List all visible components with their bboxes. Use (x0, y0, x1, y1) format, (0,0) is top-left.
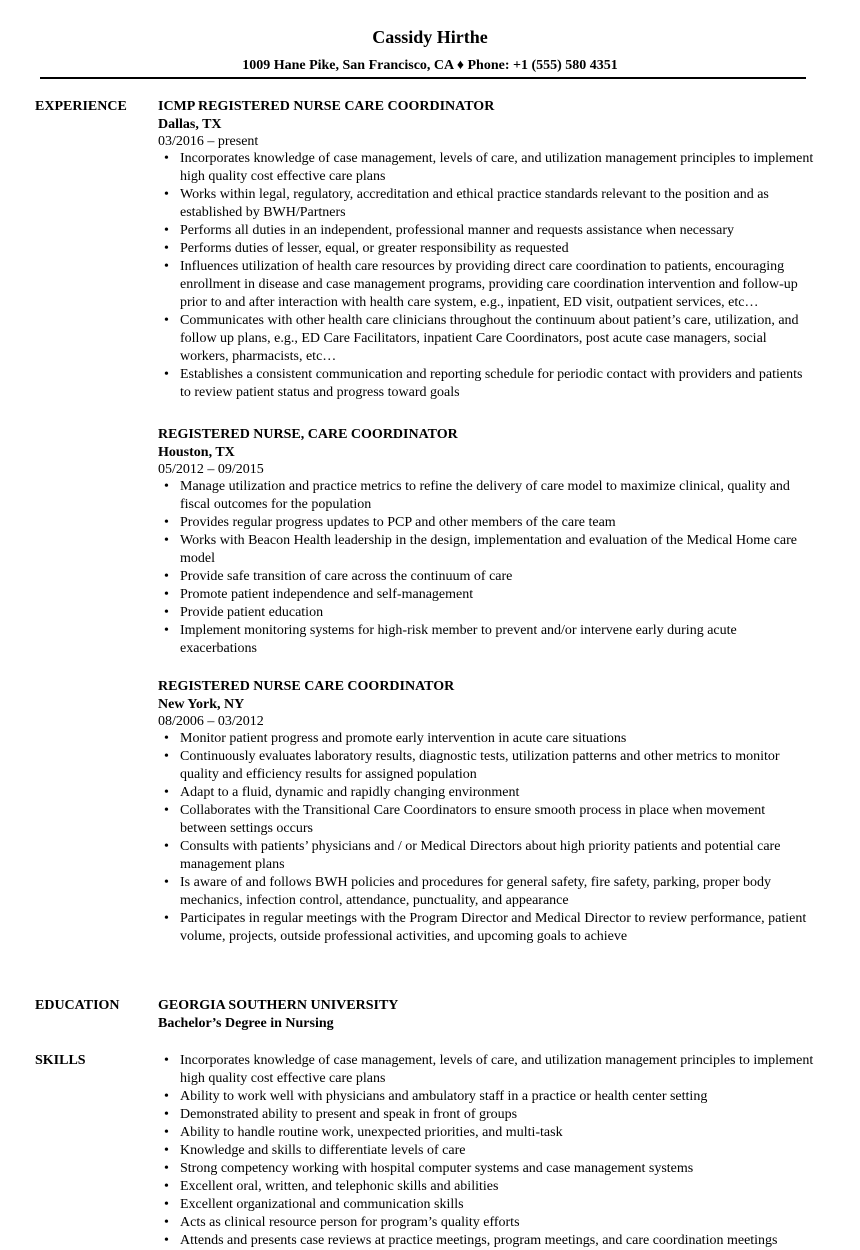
bullet-item (158, 730, 814, 748)
school-name: GEORGIA SOUTHERN UNIVERSITY (158, 998, 399, 1013)
bullet-icon: • (164, 749, 169, 764)
bullet-item (158, 604, 814, 622)
bullet-item (158, 514, 814, 532)
skill-item (158, 1232, 814, 1250)
bullet-text: Implement monitoring systems for high-risk member to prevent and/or intervene early during acute exacerbations (180, 623, 737, 656)
job-dates: 03/2016 – present (158, 134, 259, 149)
job-entry (158, 98, 814, 402)
bullet-icon: • (164, 785, 169, 800)
skill-text: Ability to handle routine work, unexpected priorities, and multi-task (180, 1125, 563, 1140)
skill-text: Demonstrated ability to present and speak in front of groups (180, 1107, 518, 1122)
bullet-item (158, 802, 814, 838)
skill-item (158, 1052, 814, 1088)
job-entry (158, 426, 814, 658)
bullet-text: Promote patient independence and self-management (180, 587, 474, 602)
bullet-item (158, 186, 814, 222)
skill-text: Excellent oral, written, and telephonic skills and abilities (180, 1179, 499, 1194)
bullet-icon: • (164, 241, 169, 256)
bullet-icon: • (164, 533, 169, 548)
bullet-icon: • (164, 1089, 169, 1104)
bullet-item (158, 784, 814, 802)
bullet-icon: • (164, 839, 169, 854)
job-location: Dallas, TX (158, 117, 222, 132)
bullet-text: Provides regular progress updates to PCP and other members of the care team (180, 515, 616, 530)
bullet-icon: • (164, 479, 169, 494)
bullet-icon: • (164, 515, 169, 530)
bullet-text: Is aware of and follows BWH policies and procedures for general safety, fire safety, parking, proper body mechanics, infection control, attendance, punctuality, and appearance (180, 875, 772, 908)
job-bullets (158, 730, 814, 946)
contact-line: 1009 Hane Pike, San Francisco, CA ♦ Phone: +1 (555) 580 4351 (242, 58, 618, 73)
skill-item (158, 1088, 814, 1106)
skills-list (158, 1052, 814, 1250)
bullet-item (158, 838, 814, 874)
bullet-icon: • (164, 1053, 169, 1068)
skill-item (158, 1106, 814, 1124)
section-label-experience: EXPERIENCE (35, 99, 127, 114)
bullet-item (158, 622, 814, 658)
bullet-icon: • (164, 223, 169, 238)
header-divider (40, 77, 806, 79)
skill-text: Strong competency working with hospital computer systems and case management systems (180, 1161, 694, 1176)
candidate-name: Cassidy Hirthe (372, 27, 488, 47)
bullet-icon: • (164, 1143, 169, 1158)
job-dates: 08/2006 – 03/2012 (158, 714, 264, 729)
section-label-skills: SKILLS (35, 1053, 86, 1068)
skill-item (158, 1142, 814, 1160)
bullet-text: Works within legal, regulatory, accreditation and ethical practice standards relevant to the position and as established by BWH/Partners (180, 187, 769, 220)
job-title: REGISTERED NURSE, CARE COORDINATOR (158, 427, 458, 442)
bullet-item (158, 366, 814, 402)
bullet-text: Performs all duties in an independent, professional manner and requests assistance when necessary (180, 223, 734, 238)
skill-text: Knowledge and skills to differentiate levels of care (180, 1143, 466, 1158)
bullet-text: Works with Beacon Health leadership in the design, implementation and evaluation of the Medical Home care model (180, 533, 798, 566)
bullet-text: Participates in regular meetings with the Program Director and Medical Director to review performance, patient volume, projects, outside professional activities, and upcoming goals to achieve (180, 911, 807, 944)
skill-item (158, 1124, 814, 1142)
bullet-icon: • (164, 1107, 169, 1122)
skill-text: Excellent organizational and communication skills (180, 1197, 464, 1212)
bullet-icon: • (164, 731, 169, 746)
bullet-icon: • (164, 1125, 169, 1140)
bullet-item (158, 532, 814, 568)
bullet-icon: • (164, 587, 169, 602)
bullet-text: Communicates with other health care clinicians throughout the continuum about patient’s care, utilization, and follow up plans, e.g., ED Care Facilitators, inpatient Care Coordinators, post acute case managers, social workers, pharmacists, etc… (180, 313, 799, 364)
job-dates: 05/2012 – 09/2015 (158, 462, 264, 477)
bullet-item (158, 874, 814, 910)
bullet-icon: • (164, 1233, 169, 1248)
bullet-text: Consults with patients’ physicians and / or Medical Directors about high priority patients and potential care management plans (180, 839, 781, 872)
job-location: New York, NY (158, 697, 245, 712)
bullet-icon: • (164, 623, 169, 638)
job-location: Houston, TX (158, 445, 235, 460)
job-title: ICMP REGISTERED NURSE CARE COORDINATOR (158, 99, 495, 114)
bullet-icon: • (164, 911, 169, 926)
bullet-text: Manage utilization and practice metrics to refine the delivery of care model to maximize clinical, quality and fiscal outcomes for the population (180, 479, 790, 512)
bullet-icon: • (164, 1197, 169, 1212)
bullet-icon: • (164, 1161, 169, 1176)
bullet-text: Provide safe transition of care across the continuum of care (180, 569, 513, 584)
bullet-item (158, 478, 814, 514)
bullet-icon: • (164, 187, 169, 202)
bullet-item (158, 910, 814, 946)
skill-text: Ability to work well with physicians and ambulatory staff in a practice or health center setting (180, 1089, 708, 1104)
bullet-text: Influences utilization of health care resources by providing direct care coordination to patients, encouraging enrollment in disease and case management programs, providing care coordination intervention and follow-up prior to and after interaction with health care system, e.g., inpatient, ED visit, outpatient services, etc… (180, 259, 798, 310)
bullet-text: Establishes a consistent communication and reporting schedule for periodic contact with providers and patients to review patient status and progress toward goals (180, 367, 803, 400)
skill-text: Incorporates knowledge of case management, levels of care, and utilization management principles to implement high quality cost effective care plans (180, 1053, 814, 1086)
bullet-item (158, 568, 814, 586)
bullet-icon: • (164, 1215, 169, 1230)
job-title: REGISTERED NURSE CARE COORDINATOR (158, 679, 455, 694)
education-body (158, 997, 814, 1032)
bullet-text: Collaborates with the Transitional Care Coordinators to ensure smooth process in place when movement between settings occurs (180, 803, 766, 836)
bullet-icon: • (164, 605, 169, 620)
bullet-icon: • (164, 875, 169, 890)
degree: Bachelor’s Degree in Nursing (158, 1016, 334, 1031)
bullet-item (158, 150, 814, 186)
bullet-text: Adapt to a fluid, dynamic and rapidly changing environment (180, 785, 520, 800)
bullet-item (158, 312, 814, 366)
bullet-text: Monitor patient progress and promote early intervention in acute care situations (180, 731, 627, 746)
bullet-item (158, 258, 814, 312)
bullet-text: Provide patient education (180, 605, 324, 620)
bullet-icon: • (164, 151, 169, 166)
bullet-icon: • (164, 803, 169, 818)
bullet-icon: • (164, 259, 169, 274)
job-entry (158, 678, 814, 946)
bullet-item (158, 748, 814, 784)
skill-text: Attends and presents case reviews at practice meetings, program meetings, and care coordination meetings (180, 1233, 778, 1248)
bullet-item (158, 586, 814, 604)
job-bullets (158, 478, 814, 658)
skill-item (158, 1196, 814, 1214)
bullet-text: Incorporates knowledge of case management, levels of care, and utilization management principles to implement high quality cost effective care plans (180, 151, 814, 184)
skills-body (158, 1052, 814, 1250)
experience-body (158, 98, 814, 946)
resume-header (0, 25, 860, 75)
bullet-icon: • (164, 313, 169, 328)
section-label-education: EDUCATION (35, 998, 120, 1013)
bullet-item (158, 240, 814, 258)
bullet-text: Continuously evaluates laboratory results, diagnostic tests, utilization patterns and other metrics to monitor quality and efficiency results for assigned population (180, 749, 780, 782)
bullet-text: Performs duties of lesser, equal, or greater responsibility as requested (180, 241, 569, 256)
bullet-icon: • (164, 569, 169, 584)
skill-text: Acts as clinical resource person for program’s quality efforts (180, 1215, 520, 1230)
bullet-icon: • (164, 367, 169, 382)
bullet-icon: • (164, 1179, 169, 1194)
skill-item (158, 1214, 814, 1232)
job-bullets (158, 150, 814, 402)
skill-item (158, 1160, 814, 1178)
skill-item (158, 1178, 814, 1196)
bullet-item (158, 222, 814, 240)
